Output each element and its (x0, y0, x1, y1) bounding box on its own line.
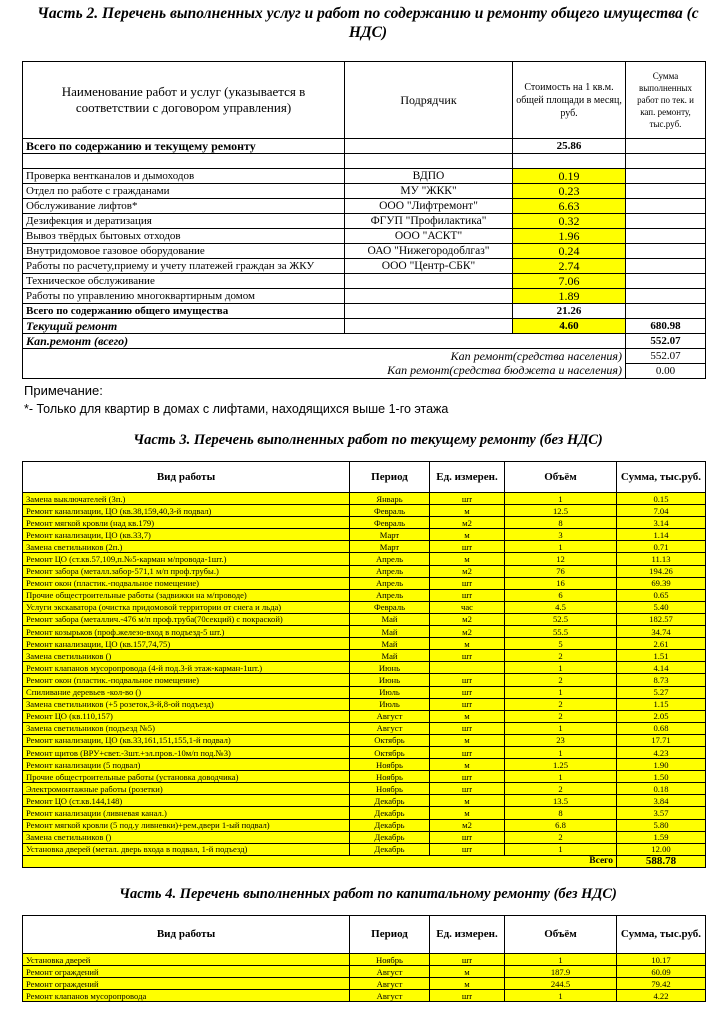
table-row (23, 759, 706, 771)
table-row (23, 589, 706, 601)
cell-period: Май (350, 613, 430, 625)
cell-work: Ремонт ограждений (23, 978, 350, 990)
part4-table (22, 915, 706, 1002)
cell-period: Июль (350, 698, 430, 710)
cell-period: Август (350, 990, 430, 1002)
cell-period: Апрель (350, 577, 430, 589)
part2-title: Часть 2. Перечень выполненных услуг и работ по содержанию и ремонту общего имущества (с НДС) (37, 5, 699, 41)
cell-unit: шт (430, 843, 505, 855)
cell-work: Ремонт мягкой кровли (над кв.179) (23, 517, 350, 529)
cell-period: Май (350, 626, 430, 638)
table-row (23, 771, 706, 783)
service-cost: 1.96 (513, 229, 626, 244)
cell-volume: 12 (505, 553, 617, 565)
capital-budget-sum: 0.00 (626, 364, 706, 379)
cell-period: Август (350, 710, 430, 722)
capital-pop-label: Кап ремонт(средства населения) (23, 349, 626, 364)
cell-volume: 8 (505, 517, 617, 529)
cell-unit: шт (430, 674, 505, 686)
cell-unit: м (430, 759, 505, 771)
cell-volume: 1 (505, 990, 617, 1002)
service-cost: 0.19 (513, 169, 626, 184)
table-row (23, 553, 706, 565)
cell-work: Ремонт козырьков (проф.железо-вход в подъезд-5 шт.) (23, 626, 350, 638)
cell-period: Февраль (350, 517, 430, 529)
cell-volume: 12.5 (505, 505, 617, 517)
cell-volume: 1 (505, 722, 617, 734)
cell-work: Замена светильников (2п.) (23, 541, 350, 553)
service-contractor: МУ "ЖКК" (345, 184, 513, 199)
p4-header-unit: Ед. измерен. (430, 916, 505, 954)
service-name: Техническое обслуживание (23, 274, 345, 289)
cell-unit: м2 (430, 613, 505, 625)
part2-row (23, 184, 706, 199)
cell-work: Ремонт ограждений (23, 966, 350, 978)
cell-volume: 1 (505, 541, 617, 553)
cell-work: Спиливание деревьев -кол-во () (23, 686, 350, 698)
table-row (23, 541, 706, 553)
cell-sum: 0.65 (617, 589, 706, 601)
cell-sum: 2.05 (617, 710, 706, 722)
cell-sum: 12.00 (617, 843, 706, 855)
cell-unit: шт (430, 990, 505, 1002)
cell-sum: 4.14 (617, 662, 706, 674)
table-row (23, 722, 706, 734)
cell-unit: шт (430, 783, 505, 795)
cell-sum: 182.57 (617, 613, 706, 625)
cell-sum: 3.84 (617, 795, 706, 807)
part2-row (23, 169, 706, 184)
cell-period: Декабрь (350, 819, 430, 831)
cell-unit: шт (430, 589, 505, 601)
cell-unit: м (430, 734, 505, 746)
cell-unit: м (430, 529, 505, 541)
cell-period: Ноябрь (350, 759, 430, 771)
cell-volume: 2 (505, 650, 617, 662)
cell-work: Ремонт клапанов мусоропровода (4-й под.3-й этаж-карман-1шт.) (23, 662, 350, 674)
cell-unit: м (430, 505, 505, 517)
cell-period: Ноябрь (350, 954, 430, 966)
cell-period: Апрель (350, 565, 430, 577)
p3-header-work: Вид работы (23, 462, 350, 493)
table-row (23, 819, 706, 831)
table-row (23, 978, 706, 990)
table-row (23, 746, 706, 758)
service-contractor (345, 289, 513, 304)
cell-work: Прочие общестроительные работы (установка доводчика) (23, 771, 350, 783)
cell-work: Ремонт окон (пластик.-подвальное помещение) (23, 577, 350, 589)
cell-work: Замена светильников (+5 розеток,3-й,8-ой подъезд) (23, 698, 350, 710)
cell-period: Февраль (350, 505, 430, 517)
current-repair-sum: 680.98 (626, 319, 706, 334)
part2-row (23, 229, 706, 244)
service-contractor: ВДПО (345, 169, 513, 184)
service-name: Вывоз твёрдых бытовых отходов (23, 229, 345, 244)
total-maintenance-value: 25.86 (513, 139, 626, 154)
service-cost: 0.32 (513, 214, 626, 229)
cell-sum: 17.71 (617, 734, 706, 746)
cell-volume: 1 (505, 843, 617, 855)
service-sum (626, 244, 706, 259)
header-sum: Сумма выполненных работ по тек. и кап. ремонту, тыс.руб. (626, 62, 706, 139)
cell-unit: шт (430, 541, 505, 553)
cell-unit: шт (430, 650, 505, 662)
cell-sum: 3.57 (617, 807, 706, 819)
cell-volume: 1 (505, 493, 617, 505)
part4-rows (23, 954, 706, 1002)
cell-unit (430, 662, 505, 674)
service-cost: 0.23 (513, 184, 626, 199)
table-row (23, 529, 706, 541)
cell-work: Ремонт канализации, ЦО (кв.33,7) (23, 529, 350, 541)
cell-sum: 0.71 (617, 541, 706, 553)
cell-volume: 187.9 (505, 966, 617, 978)
cell-volume: 6.8 (505, 819, 617, 831)
current-repair-label: Текущий ремонт (23, 319, 345, 334)
cell-period: Декабрь (350, 843, 430, 855)
part2-row (23, 289, 706, 304)
cell-unit: м2 (430, 626, 505, 638)
capital-total-sum: 552.07 (626, 334, 706, 349)
cell-volume: 2 (505, 698, 617, 710)
service-cost: 7.06 (513, 274, 626, 289)
table-row (23, 638, 706, 650)
cell-period: Октябрь (350, 734, 430, 746)
cell-period: Май (350, 650, 430, 662)
service-cost: 1.89 (513, 289, 626, 304)
table-row (23, 990, 706, 1002)
cell-unit: шт (430, 954, 505, 966)
table-row (23, 517, 706, 529)
part2-row (23, 259, 706, 274)
part2-row (23, 214, 706, 229)
table-row (23, 698, 706, 710)
cell-period: Март (350, 529, 430, 541)
cell-volume: 23 (505, 734, 617, 746)
cell-work: Ремонт ЦО (ст.кв.144,148) (23, 795, 350, 807)
cell-unit: м (430, 710, 505, 722)
total-common-label: Всего по содержанию общего имущества (23, 304, 345, 319)
cell-unit: м (430, 978, 505, 990)
header-name: Наименование работ и услуг (указывается в соответствии с договором управления) (23, 62, 345, 139)
cell-sum: 11.13 (617, 553, 706, 565)
cell-unit: шт (430, 577, 505, 589)
note-title: Примечание: (24, 383, 103, 398)
cell-volume: 1 (505, 686, 617, 698)
part2-table (22, 61, 706, 379)
cell-work: Ремонт канализации, ЦО (кв.33,161,151,155,1-й подвал) (23, 734, 350, 746)
cell-period: Декабрь (350, 807, 430, 819)
cell-sum: 5.80 (617, 819, 706, 831)
cell-volume: 6 (505, 589, 617, 601)
cell-work: Ремонт клапанов мусоропровода (23, 990, 350, 1002)
p4-header-volume: Объём (505, 916, 617, 954)
cell-work: Ремонт окон (пластик.-подвальное помещение) (23, 674, 350, 686)
service-cost: 0.24 (513, 244, 626, 259)
cell-unit: шт (430, 771, 505, 783)
cell-sum: 1.50 (617, 771, 706, 783)
header-cost: Стоимость на 1 кв.м. общей площади в месяц, руб. (513, 62, 626, 139)
cell-period: Март (350, 541, 430, 553)
p4-header-work: Вид работы (23, 916, 350, 954)
cell-volume: 16 (505, 577, 617, 589)
cell-sum: 8.73 (617, 674, 706, 686)
part2-row (23, 274, 706, 289)
capital-total-label: Кап.ремонт (всего) (23, 334, 345, 349)
cell-unit: м2 (430, 819, 505, 831)
cell-sum: 0.15 (617, 493, 706, 505)
cell-sum: 0.68 (617, 722, 706, 734)
cell-work: Электромонтажные работы (розетки) (23, 783, 350, 795)
p3-header-sum: Сумма, тыс.руб. (617, 462, 706, 493)
part2-row (23, 199, 706, 214)
cell-work: Замена светильников () (23, 831, 350, 843)
table-row (23, 650, 706, 662)
cell-unit: м (430, 553, 505, 565)
cell-unit: час (430, 601, 505, 613)
cell-sum: 79.42 (617, 978, 706, 990)
p4-header-sum: Сумма, тыс.руб. (617, 916, 706, 954)
cell-sum: 1.15 (617, 698, 706, 710)
p3-header-period: Период (350, 462, 430, 493)
cell-unit: м (430, 966, 505, 978)
table-row (23, 734, 706, 746)
service-sum (626, 184, 706, 199)
capital-budget-label: Кап ремонт(средства бюджета и населения) (23, 364, 626, 379)
service-sum (626, 259, 706, 274)
table-row (23, 601, 706, 613)
service-sum (626, 199, 706, 214)
cell-unit: шт (430, 686, 505, 698)
service-contractor (345, 274, 513, 289)
cell-period: Май (350, 638, 430, 650)
cell-sum: 7.04 (617, 505, 706, 517)
cell-sum: 3.14 (617, 517, 706, 529)
cell-sum: 1.14 (617, 529, 706, 541)
cell-volume: 2 (505, 783, 617, 795)
service-sum (626, 169, 706, 184)
cell-unit: м (430, 795, 505, 807)
cell-period: Октябрь (350, 746, 430, 758)
cell-unit: шт (430, 493, 505, 505)
table-row (23, 493, 706, 505)
cell-work: Замена светильников () (23, 650, 350, 662)
cell-work: Ремонт ЦО (ст.кв.57,109,п.№5-карман м/провода-1шт.) (23, 553, 350, 565)
note-text: *- Только для квартир в домах с лифтами, находящихся выше 1-го этажа (24, 402, 449, 416)
cell-work: Прочие общестроительные работы (задвижки на м/проводе) (23, 589, 350, 601)
service-sum (626, 214, 706, 229)
table-row (23, 783, 706, 795)
cell-volume: 8 (505, 807, 617, 819)
cell-unit: м2 (430, 565, 505, 577)
table-row (23, 954, 706, 966)
service-contractor: ООО "Центр-СБК" (345, 259, 513, 274)
cell-sum: 4.22 (617, 990, 706, 1002)
cell-sum: 5.27 (617, 686, 706, 698)
cell-period: Ноябрь (350, 771, 430, 783)
cell-sum: 1.90 (617, 759, 706, 771)
cell-volume: 1 (505, 954, 617, 966)
cell-work: Замена светильников (подъезд №5) (23, 722, 350, 734)
table-row (23, 795, 706, 807)
service-cost: 2.74 (513, 259, 626, 274)
cell-work: Ремонт щитов (ВРУ+свет.-3шт.+эл.пров.-10м/п под.№3) (23, 746, 350, 758)
cell-work: Замена выключателей (3п.) (23, 493, 350, 505)
cell-unit: м2 (430, 517, 505, 529)
cell-sum: 60.09 (617, 966, 706, 978)
service-sum (626, 289, 706, 304)
cell-volume: 52.5 (505, 613, 617, 625)
service-contractor: ОАО "Нижегородоблгаз" (345, 244, 513, 259)
cell-sum: 2.61 (617, 638, 706, 650)
service-contractor: ООО "АСКТ" (345, 229, 513, 244)
cell-work: Ремонт забора (металл.забор-571,1 м/п проф.трубы.) (23, 565, 350, 577)
service-contractor: ООО "Лифтремонт" (345, 199, 513, 214)
cell-work: Установка дверей (метал. дверь входа в подвал, 1-й подъезд) (23, 843, 350, 855)
service-name: Отдел по работе с гражданами (23, 184, 345, 199)
cell-period: Декабрь (350, 831, 430, 843)
current-repair-value: 4.60 (513, 319, 626, 334)
service-name: Работы по управлению многоквартирным домом (23, 289, 345, 304)
cell-volume: 1.25 (505, 759, 617, 771)
cell-period: Август (350, 966, 430, 978)
table-row (23, 843, 706, 855)
cell-volume: 76 (505, 565, 617, 577)
cell-unit: м (430, 807, 505, 819)
part4-title: Часть 4. Перечень выполненных работ по капитальному ремонту (без НДС) (119, 886, 617, 902)
cell-volume: 2 (505, 710, 617, 722)
cell-volume: 1 (505, 746, 617, 758)
cell-volume: 2 (505, 831, 617, 843)
cell-unit: шт (430, 746, 505, 758)
table-row (23, 565, 706, 577)
cell-sum: 5.40 (617, 601, 706, 613)
cell-sum: 10.17 (617, 954, 706, 966)
cell-period: Январь (350, 493, 430, 505)
table-row (23, 662, 706, 674)
table-row (23, 577, 706, 589)
cell-work: Ремонт канализации, ЦО (кв.157,74,75) (23, 638, 350, 650)
table-row (23, 505, 706, 517)
cell-period: Август (350, 722, 430, 734)
p3-header-unit: Ед. измерен. (430, 462, 505, 493)
cell-work: Ремонт забора (металлич.-476 м/п проф.труба(70секций) с покраской) (23, 613, 350, 625)
table-row (23, 613, 706, 625)
cell-volume: 5 (505, 638, 617, 650)
service-cost: 6.63 (513, 199, 626, 214)
cell-work: Установка дверей (23, 954, 350, 966)
p3-header-volume: Объём (505, 462, 617, 493)
cell-work: Ремонт мягкой кровли (5 под.у ливневки)+рем.двери 1-ый подвал) (23, 819, 350, 831)
cell-work: Ремонт канализации, ЦО (кв.38,159,40,3-й подвал) (23, 505, 350, 517)
service-sum (626, 229, 706, 244)
cell-volume: 244.5 (505, 978, 617, 990)
table-row (23, 674, 706, 686)
cell-sum: 4.23 (617, 746, 706, 758)
cell-volume: 2 (505, 674, 617, 686)
table-row (23, 686, 706, 698)
cell-sum: 1.59 (617, 831, 706, 843)
cell-volume: 3 (505, 529, 617, 541)
cell-period: Июнь (350, 662, 430, 674)
service-name: Дезифекция и дератизация (23, 214, 345, 229)
part2-row (23, 244, 706, 259)
cell-sum: 1.51 (617, 650, 706, 662)
capital-pop-sum: 552.07 (626, 349, 706, 364)
cell-unit: шт (430, 831, 505, 843)
service-sum (626, 274, 706, 289)
table-row (23, 807, 706, 819)
cell-unit: шт (430, 722, 505, 734)
cell-work: Ремонт ЦО (кв.110,157) (23, 710, 350, 722)
cell-volume: 13.5 (505, 795, 617, 807)
service-name: Работы по расчету,приему и учету платежей граждан за ЖКУ (23, 259, 345, 274)
cell-period: Апрель (350, 553, 430, 565)
service-name: Внутридомовое газовое оборудование (23, 244, 345, 259)
cell-period: Апрель (350, 589, 430, 601)
cell-work: Ремонт канализации (5 подвал) (23, 759, 350, 771)
cell-period: Ноябрь (350, 783, 430, 795)
cell-period: Июль (350, 686, 430, 698)
cell-sum: 0.18 (617, 783, 706, 795)
cell-work: Услуги экскаватора (очистка придомовой территории от снега и льда) (23, 601, 350, 613)
cell-sum: 34.74 (617, 626, 706, 638)
cell-period: Февраль (350, 601, 430, 613)
cell-period: Декабрь (350, 795, 430, 807)
table-row (23, 710, 706, 722)
table-row (23, 831, 706, 843)
table-row (23, 626, 706, 638)
cell-volume: 1 (505, 662, 617, 674)
cell-volume: 1 (505, 771, 617, 783)
service-contractor: ФГУП "Профилактика" (345, 214, 513, 229)
total-maintenance-label: Всего по содержанию и текущему ремонту (23, 139, 345, 154)
part2-rows (23, 169, 706, 304)
cell-period: Июнь (350, 674, 430, 686)
service-name: Обслуживание лифтов* (23, 199, 345, 214)
cell-unit: м (430, 638, 505, 650)
part3-table (22, 461, 706, 868)
part3-title: Часть 3. Перечень выполненных работ по текущему ремонту (без НДС) (133, 432, 603, 448)
table-row (23, 966, 706, 978)
total-common-value: 21.26 (513, 304, 626, 319)
p3-total-value: 588.78 (617, 855, 706, 867)
cell-volume: 4.5 (505, 601, 617, 613)
cell-sum: 69.39 (617, 577, 706, 589)
p3-total-label: Всего (23, 855, 617, 867)
part3-rows (23, 493, 706, 856)
header-contractor: Подрядчик (345, 62, 513, 139)
cell-period: Август (350, 978, 430, 990)
cell-volume: 55.5 (505, 626, 617, 638)
cell-unit: шт (430, 698, 505, 710)
cell-sum: 194.26 (617, 565, 706, 577)
cell-work: Ремонт канализации (ливневая канал.) (23, 807, 350, 819)
p4-header-period: Период (350, 916, 430, 954)
service-name: Проверка вентканалов и дымоходов (23, 169, 345, 184)
